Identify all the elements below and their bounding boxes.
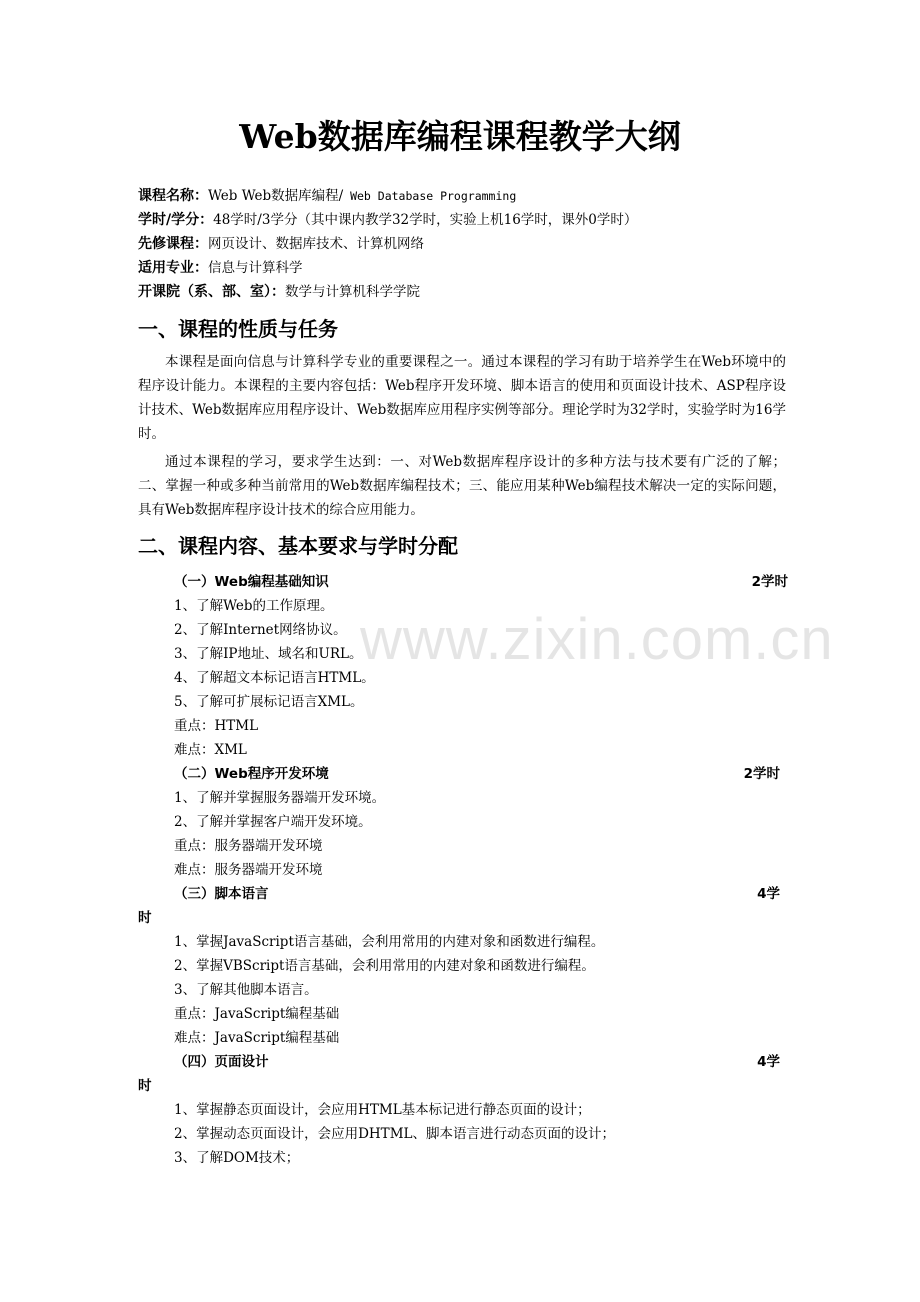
meta-value: Web Web数据库编程/	[208, 188, 344, 204]
section-heading-content: 二、课程内容、基本要求与学时分配	[138, 534, 458, 558]
difficult-point: 难点：JavaScript编程基础	[174, 1030, 340, 1046]
key-point: 重点：服务器端开发环境	[174, 838, 323, 854]
key-point: 重点：JavaScript编程基础	[174, 1006, 340, 1022]
meta-key: 适用专业：	[138, 260, 208, 276]
difficult-point: 难点：XML	[174, 742, 247, 758]
list-item: 5、了解可扩展标记语言XML。	[174, 694, 364, 710]
unit-title: （四）页面设计	[174, 1054, 269, 1070]
unit-list	[138, 570, 788, 1170]
meta-key: 学时/学分：	[138, 212, 214, 228]
unit-heading	[138, 1050, 788, 1098]
unit-title: （一）Web编程基础知识	[174, 574, 329, 590]
unit-hours-wrap: 时	[138, 1078, 152, 1094]
meta-value-english: Web Database Programming	[343, 189, 517, 203]
list-item: 1、掌握静态页面设计，会应用HTML基本标记进行静态页面的设计；	[174, 1102, 591, 1118]
list-item: 3、了解其他脚本语言。	[174, 982, 318, 998]
page-title: Web数据库编程课程教学大纲	[239, 117, 681, 156]
section-heading-nature: 一、课程的性质与任务	[138, 317, 338, 341]
paragraph-intro: 本课程是面向信息与计算科学专业的重要课程之一。通过本课程的学习有助于培养学生在Web环境中的程序设计能力。本课程的主要内容包括：Web程序开发环境、脚本语言的使用和页面设计技术、ASP程序设计技术、Web数据库应用程序设计、Web数据库应用程序实例等部分。理论学时为32学时，实验学时为16学时。	[138, 354, 786, 442]
difficult-point: 难点：服务器端开发环境	[174, 862, 323, 878]
unit-hours: 2学时	[743, 766, 780, 782]
list-item: 2、了解并掌握客户端开发环境。	[174, 814, 372, 830]
list-item: 3、了解IP地址、域名和URL。	[174, 646, 363, 662]
list-item: 4、了解超文本标记语言HTML。	[174, 670, 375, 686]
meta-value: 网页设计、数据库技术、计算机网络	[208, 236, 424, 252]
meta-row-major	[138, 256, 798, 280]
meta-key: 先修课程：	[138, 236, 208, 252]
paragraph-goals: 通过本课程的学习，要求学生达到：一、对Web数据库程序设计的多种方法与技术要有广泛的了解；二、掌握一种或多种当前常用的Web数据库编程技术；三、能应用某种Web编程技术解决一定的实际问题，具有Web数据库程序设计技术的综合应用能力。	[138, 454, 786, 518]
list-item: 2、了解Internet网络协议。	[174, 622, 347, 638]
key-point: 重点：HTML	[174, 718, 259, 734]
meta-row-hours-credits	[138, 208, 798, 232]
list-item: 1、了解Web的工作原理。	[174, 598, 334, 614]
unit-heading	[138, 762, 788, 786]
list-item: 1、掌握JavaScript语言基础，会利用常用的内建对象和函数进行编程。	[174, 934, 605, 950]
unit-title: （三）脚本语言	[174, 886, 269, 902]
list-item: 3、了解DOM技术；	[174, 1150, 300, 1166]
list-item: 2、掌握VBScript语言基础，会利用常用的内建对象和函数进行编程。	[174, 958, 595, 974]
meta-key: 课程名称：	[138, 188, 208, 204]
unit-hours: 4学	[757, 886, 780, 902]
unit-hours-wrap: 时	[138, 910, 152, 926]
meta-row-course-name	[138, 184, 798, 208]
meta-value: 48学时/3学分（其中课内教学32学时，实验上机16学时，课外0学时）	[213, 212, 638, 228]
list-item: 2、掌握动态页面设计，会应用DHTML、脚本语言进行动态页面的设计；	[174, 1126, 615, 1142]
watermark: www.zixin.com.cn	[360, 607, 834, 672]
meta-row-department	[138, 280, 798, 304]
course-meta	[138, 184, 798, 304]
meta-value: 信息与计算科学	[208, 260, 303, 276]
meta-key: 开课院（系、部、室）：	[138, 284, 285, 300]
meta-row-prerequisites	[138, 232, 798, 256]
unit-heading	[138, 882, 788, 930]
unit-title: （二）Web程序开发环境	[174, 766, 329, 782]
list-item: 1、了解并掌握服务器端开发环境。	[174, 790, 386, 806]
unit-heading	[138, 570, 788, 594]
unit-hours: 2学时	[751, 574, 788, 590]
unit-hours: 4学	[757, 1054, 780, 1070]
meta-value: 数学与计算机科学学院	[285, 284, 420, 300]
